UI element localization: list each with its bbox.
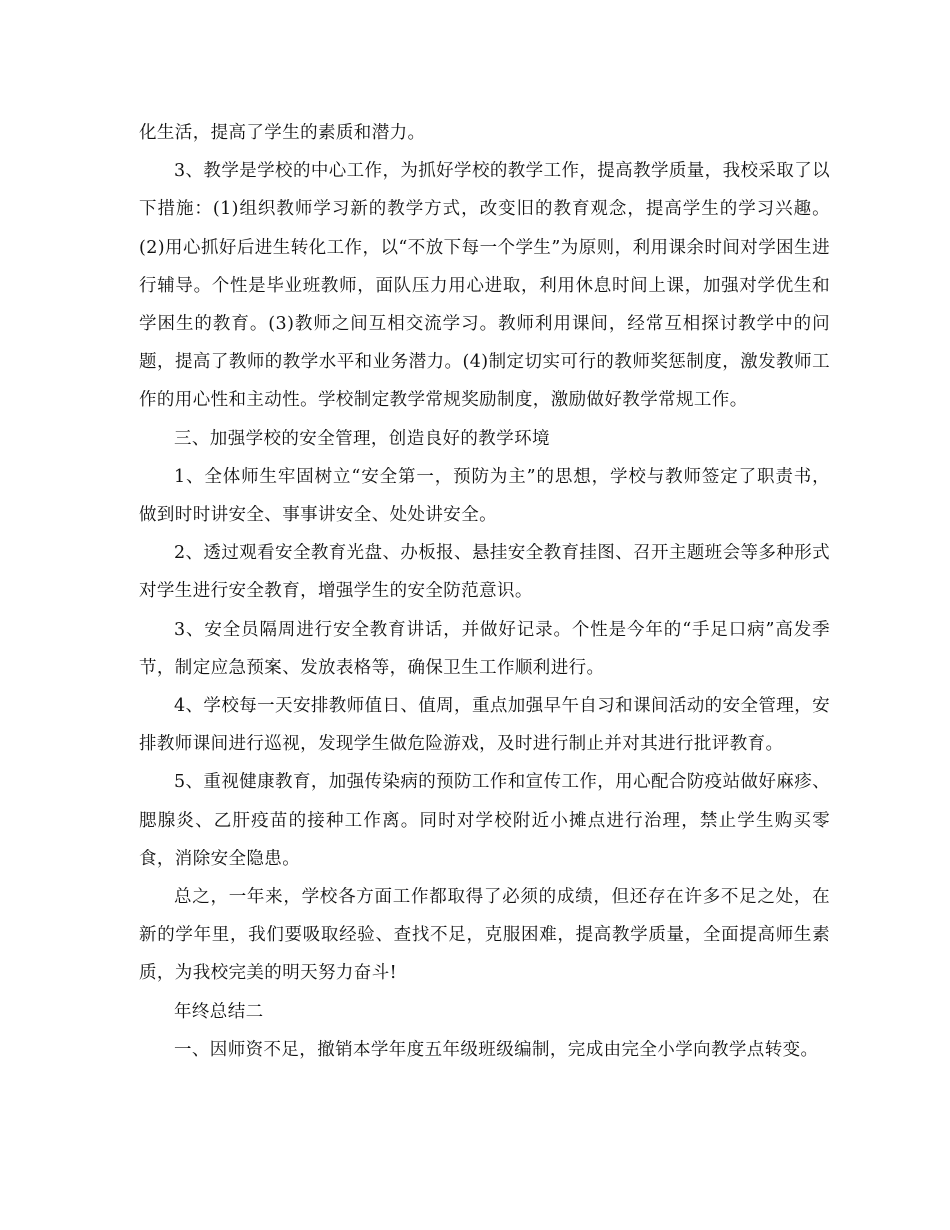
paragraph-summary-two-1: 一、因师资不足，撤销本学年度五年级班级编制，完成由完全小学向教学点转变。 xyxy=(174,1039,819,1060)
paragraph-teaching-measures: 3、教学是学校的中心工作，为抓好学校的教学工作，提高教学质量，我校采取了以下措施：(1)组织教师学习新的教学方式，改变旧的教育观念，提高学生的学习兴趣。(2)用心抓好后进生转化工作，以“不放下每一个学生”为原则，利用课余时间对学困生进行辅导。个性是毕业班教师，面队压力用心进取，利用休息时间上课，加强对学优生和学困生的教育。(3)教师之间互相交流学习。教师利用课间，经常互相探讨教学中的问题，提高了教师的教学水平和业务潜力。(4)制定切实可行的教师奖惩制度，激发教师工作的用心性和主动性。学校制定教学常规奖励制度，激励做好教学常规工作。 xyxy=(139,161,830,411)
section-heading-safety: 三、加强学校的安全管理，创造良好的教学环境 xyxy=(174,428,550,449)
paragraph-conclusion: 总之，一年来，学校各方面工作都取得了必须的成绩，但还存在许多不足之处，在新的学年里，我们要吸取经验、查找不足，克服困难，提高教学质量，全面提高师生素质，为我校完美的明天努力奋斗! xyxy=(139,887,830,984)
paragraph-safety-3: 3、安全员隔周进行安全教育讲话，并做好记录。个性是今年的“手足口病”高发季节，制定应急预案、发放表格等，确保卫生工作顺利进行。 xyxy=(139,619,830,678)
paragraph-safety-5: 5、重视健康教育，加强传染病的预防工作和宣传工作，用心配合防疫站做好麻疹、腮腺炎、乙肝疫苗的接种工作离。同时对学校附近小摊点进行治理，禁止学生购买零食，消除安全隐患。 xyxy=(139,772,830,869)
paragraph-safety-2: 2、透过观看安全教育光盘、办板报、悬挂安全教育挂图、召开主题班会等多种形式对学生进行安全教育，增强学生的安全防范意识。 xyxy=(139,543,830,602)
section-title-summary-two: 年终总结二 xyxy=(174,1001,264,1022)
paragraph-safety-4: 4、学校每一天安排教师值日、值周，重点加强早午自习和课间活动的安全管理，安排教师课间进行巡视，发现学生做危险游戏，及时进行制止并对其进行批评教育。 xyxy=(139,696,830,755)
paragraph-continuation: 化生活，提高了学生的素质和潜力。 xyxy=(139,123,426,143)
paragraph-safety-1: 1、全体师生牢固树立“安全第一，预防为主”的思想，学校与教师签定了职责书，做到时时讲安全、事事讲安全、处处讲安全。 xyxy=(139,466,830,526)
